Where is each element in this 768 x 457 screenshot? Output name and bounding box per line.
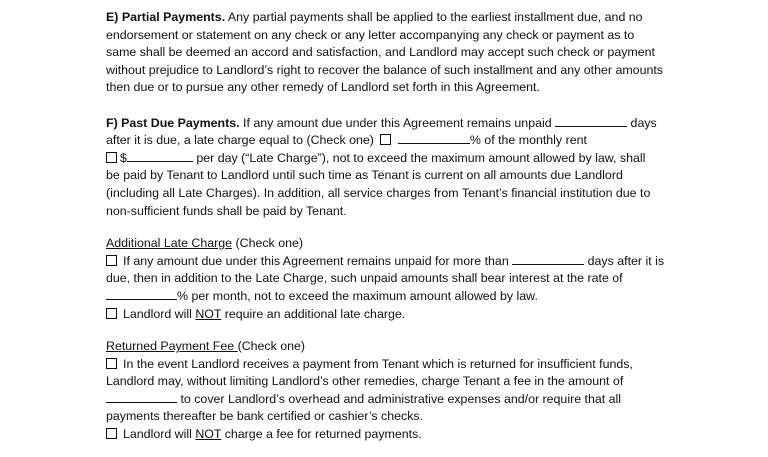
option-text: days after it is: [587, 253, 665, 268]
dollar-sign: $: [120, 150, 127, 165]
lease-document: [106, 9, 706, 444]
past-due-text: If any amount due under this Agreement remains unpaid: [243, 115, 552, 130]
option-text: Landlord will: [123, 427, 196, 442]
no-additional-charge-checkbox[interactable]: [106, 308, 117, 319]
past-due-text: per day (“Late Charge”), not to exceed the maximum amount allowed by law, shall: [196, 150, 646, 165]
option-text: payments thereafter be bank certified or cashier’s checks.: [106, 409, 424, 424]
past-due-text: after it is due, a late charge equal to (Check one): [106, 133, 374, 148]
returned-payment-heading: Returned Payment Fee: [106, 339, 238, 354]
partial-payments-text: endorsement or statement on any check or any letter accompanying any check or payment as to: [106, 27, 635, 42]
interest-option-checkbox[interactable]: [106, 255, 117, 266]
no-returned-fee-checkbox[interactable]: [106, 428, 117, 439]
past-due-section: [106, 115, 706, 221]
partial-payments-text: same shall be deemed an accord and satisfaction, and Landlord may accept such check or payment: [106, 45, 655, 60]
late-charge-percent-field[interactable]: [398, 132, 470, 144]
past-due-heading: F) Past Due Payments.: [106, 115, 240, 130]
option-text: to cover Landlord’s overhead and administrative expenses and/or require that all: [180, 391, 622, 406]
partial-payments-text: then due or to pursue any other remedy of Landlord set forth in this Agreement.: [106, 80, 540, 95]
past-due-text: days: [630, 115, 657, 130]
option-text: require an additional late charge.: [221, 306, 406, 321]
returned-payment-section: [106, 338, 706, 444]
option-text: due, then in addition to the Late Charge, such unpaid amounts shall bear interest at the rate of: [106, 271, 623, 286]
past-due-text: non-sufficient funds shall be paid by Tenant.: [106, 203, 347, 218]
partial-payments-text: Any partial payments shall be applied to the earliest installment due, and no: [227, 10, 643, 24]
partial-payments-heading: E) Partial Payments.: [106, 10, 226, 24]
interest-days-field[interactable]: [512, 253, 584, 265]
late-charge-per-day-checkbox[interactable]: [106, 152, 117, 163]
option-text: Landlord will: [123, 306, 196, 321]
partial-payments-section: [106, 9, 706, 97]
check-one-label: (Check one): [232, 236, 303, 251]
option-text: % per month, not to exceed the maximum amount allowed by law.: [177, 288, 538, 303]
option-text: In the event Landlord receives a payment from Tenant which is returned for insufficient funds,: [123, 356, 633, 371]
past-due-text: % of the monthly rent: [469, 133, 587, 148]
not-emphasis: NOT: [195, 306, 222, 321]
unpaid-days-field[interactable]: [555, 115, 627, 127]
interest-rate-field[interactable]: [106, 288, 177, 300]
option-text: If any amount due under this Agreement remains unpaid for more than: [123, 253, 509, 268]
returned-fee-amount-field[interactable]: [106, 391, 177, 403]
late-charge-per-day-field[interactable]: [127, 150, 193, 162]
option-text: charge a fee for returned payments.: [221, 427, 422, 442]
late-charge-percent-checkbox[interactable]: [380, 134, 391, 145]
past-due-text: be paid by Tenant to Landlord until such time as Tenant is current on all amounts due Landlord: [106, 168, 623, 183]
not-emphasis: NOT: [195, 427, 222, 442]
partial-payments-text: without prejudice to Landlord’s right to recover the balance of such installment and any other amounts: [106, 62, 663, 77]
check-one-label: (Check one): [237, 339, 306, 354]
additional-late-charge-heading: Additional Late Charge: [106, 236, 233, 251]
option-text: Landlord may, without limiting Landlord’s other remedies, charge Tenant a fee in the amount of: [106, 374, 624, 389]
past-due-text: (including all Late Charges). In addition, all service charges from Tenant’s financial institution due to: [106, 185, 651, 200]
additional-late-charge-section: [106, 235, 706, 323]
returned-fee-checkbox[interactable]: [106, 358, 117, 369]
